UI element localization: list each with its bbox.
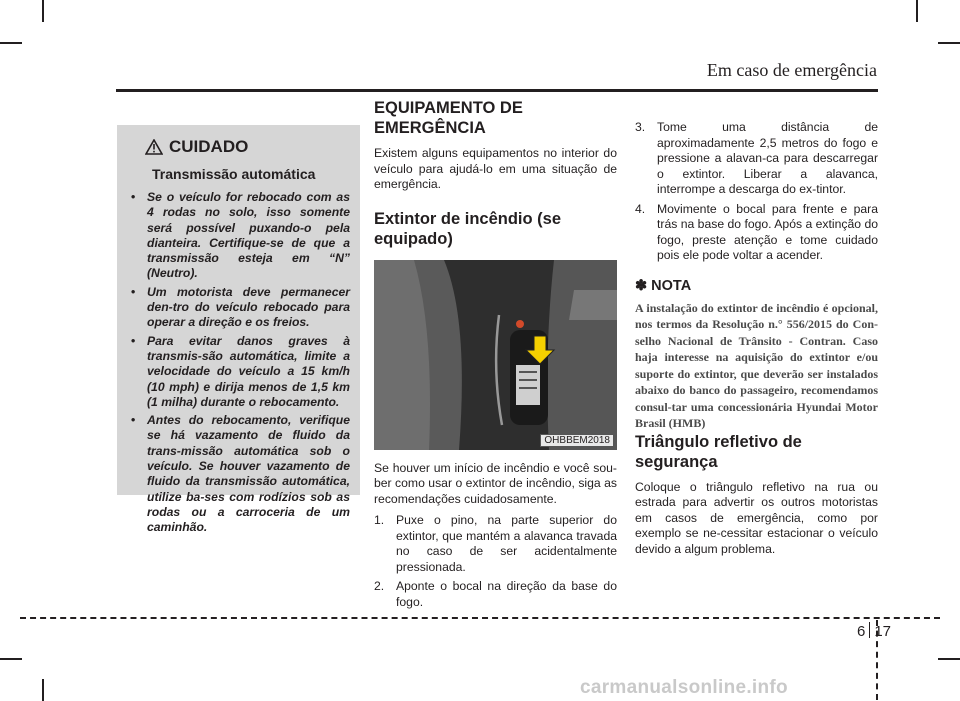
- note-text: A instalação do extintor de incêndio é opcional, nos termos da Resolução n.° 556/2015 do Con-selho Nacional de Trânsito - Contran. Caso haja interesse na aquisição do extintor e/ou suporte do extintor, que deverão ser instalados abaixo do banco do passageiro, recomendamos consul-tar uma concessionária Hyundai Motor Brasil (HMB): [635, 300, 878, 430]
- caution-item: [129, 285, 350, 331]
- page-separator: [869, 622, 870, 638]
- bullet: •: [131, 333, 136, 348]
- chapter-number: 6: [857, 623, 866, 640]
- step-item: [635, 120, 878, 198]
- note-title: ✽ NOTA: [635, 277, 692, 294]
- step-text: Tome uma distância de aproximadamente 2,5 metros do fogo e pressione a alavan-ca para descarregar o extintor. Liberar a alavanca, interrompe a descarga do ex-tintor.: [657, 120, 878, 196]
- crop-mark: [938, 42, 960, 44]
- step-list: [635, 120, 878, 264]
- crop-mark: [916, 0, 918, 22]
- crop-mark: [0, 42, 22, 44]
- step-number: 1.: [374, 513, 385, 527]
- fire-extinguisher-photo: [374, 260, 617, 450]
- section-header: Em caso de emergência: [706, 60, 877, 80]
- step-item: [374, 513, 617, 575]
- crop-mark: [42, 679, 44, 701]
- caution-title: CUIDADO: [169, 137, 249, 156]
- middle-column: [374, 98, 617, 614]
- caution-item-text: Para evitar danos graves à transmis-são automática, limite a velocidade do veículo a 15 km/h (10 mph) e dirija menos de 1,5 km (1 milha) durante o rebocamento.: [147, 333, 350, 409]
- triangle-heading: Triângulo refletivo de segurança: [635, 432, 802, 471]
- bullet: •: [131, 413, 136, 428]
- crop-mark: [938, 658, 960, 660]
- step-number: 2.: [374, 579, 385, 593]
- warning-triangle-icon: [145, 139, 163, 155]
- caution-subtitle: Transmissão automática: [152, 166, 316, 182]
- caution-header: [145, 137, 350, 157]
- usage-paragraph: Se houver um início de incêndio e você sou-ber como usar o extintor de incêndio, siga as recomendações cuidadosamente.: [374, 460, 617, 506]
- step-text: Puxe o pino, na parte superior do extintor, que mantém a alavanca travada no caso de ser acidentalmente pressionada.: [396, 513, 617, 574]
- crop-mark: [42, 0, 44, 22]
- step-text: Movimente o bocal para frente e para trás na base do fogo. Após a extinção do fogo, preste atenção e tome cuidado pois ele pode voltar a acender.: [657, 201, 878, 262]
- bullet: •: [131, 190, 136, 204]
- crop-mark: [0, 658, 22, 660]
- step-text: Aponte o bocal na direção da base do fogo.: [396, 579, 617, 609]
- subsection-heading: Extintor de incêndio (se equipado): [374, 209, 562, 248]
- section-heading: EQUIPAMENTO DE EMERGÊNCIA: [374, 99, 523, 137]
- right-column: [635, 120, 878, 557]
- caution-list: [129, 190, 350, 536]
- step-item: [374, 579, 617, 610]
- watermark: carmanualsonline.info: [580, 677, 788, 698]
- caution-item: [129, 413, 350, 535]
- intro-paragraph: Existem alguns equipamentos no interior do veículo para ajudá-lo em uma situação de emergência.: [374, 146, 617, 191]
- page-number: [857, 622, 891, 640]
- header-rule: [116, 89, 878, 92]
- fire-extinguisher-illustration: [374, 260, 617, 450]
- step-number: 3.: [635, 120, 646, 134]
- caution-item: [129, 190, 350, 282]
- step-list: [374, 513, 617, 610]
- caution-item: [129, 334, 350, 410]
- triangle-paragraph: Coloque o triângulo refletivo na rua ou estrada para advertir os outros motoristas em casos de emergência, como por exemplo se ne-cessitar estacionar o veículo devido a algum problema.: [635, 479, 878, 556]
- caution-item-text: Antes do rebocamento, verifique se há vazamento de fluido da trans-missão automática sob o veículo. Se houver vazamento de fluido da transmissão automática, utilize ba-ses com rodízios sob as rodas ou a carroceria de um caminhão.: [147, 413, 350, 535]
- caution-box: [117, 125, 360, 535]
- step-item: [635, 202, 878, 264]
- bullet: •: [131, 284, 136, 299]
- step-number: 4.: [635, 201, 646, 216]
- caution-item-text: Um motorista deve permanecer den-tro do veículo rebocado para operar a direção e os freios.: [147, 284, 350, 330]
- page-number-value: 17: [874, 623, 892, 640]
- footer-rule: [20, 617, 940, 619]
- photo-code: OHBBEM2018: [540, 434, 614, 447]
- caution-item-text: Se o veículo for rebocado com as 4 rodas no solo, isso somente será possível puxando-o pela dianteira. Certifique-se de que a transmissão esteja em “N” (Neutro).: [147, 190, 350, 281]
